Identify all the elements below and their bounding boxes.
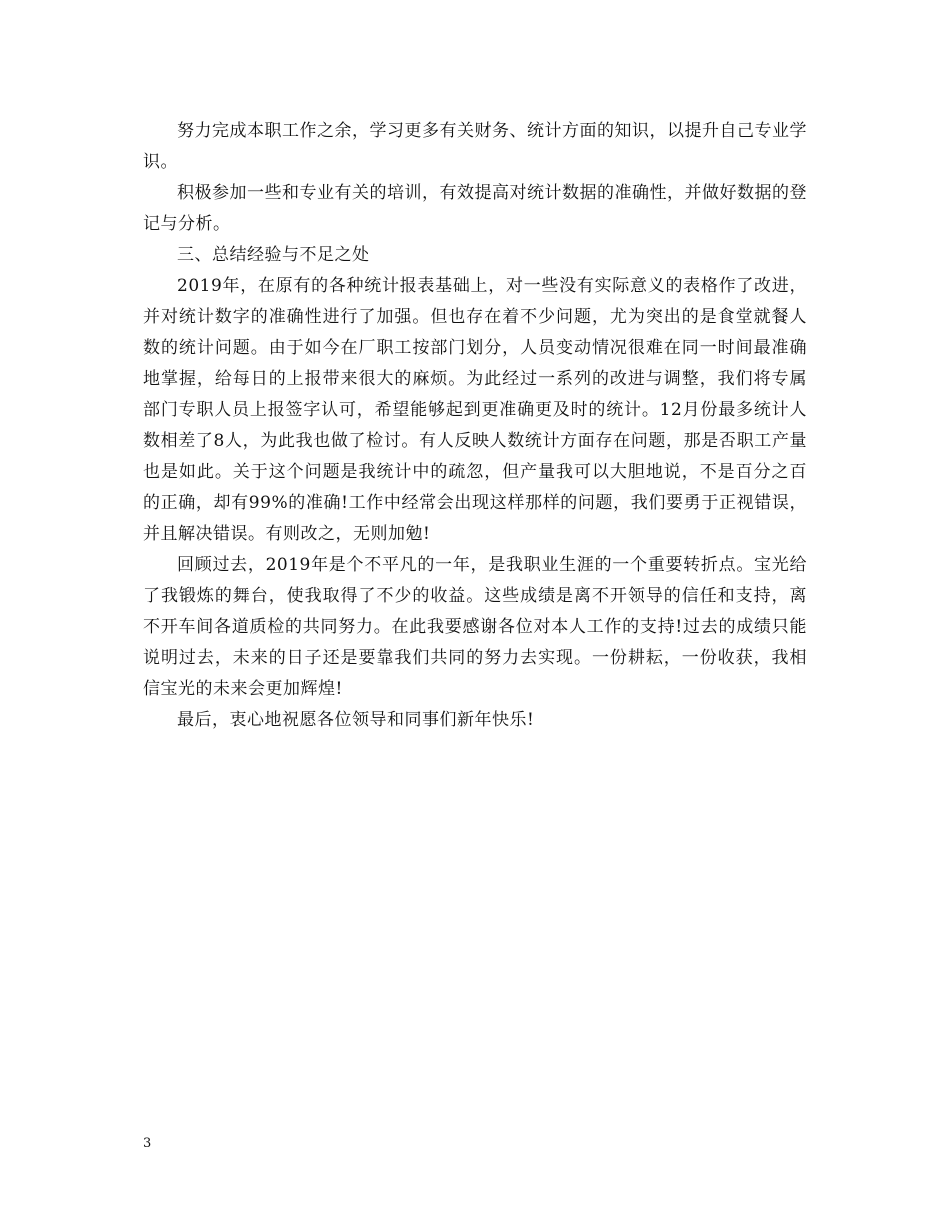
paragraph-study: 努力完成本职工作之余，学习更多有关财务、统计方面的知识，以提升自己专业学识。 — [143, 121, 807, 172]
paragraph-closing: 最后，衷心地祝愿各位领导和同事们新年快乐! — [177, 710, 535, 730]
section-heading: 三、总结经验与不足之处 — [177, 245, 370, 265]
paragraph-statistics-issues: 2019年，在原有的各种统计报表基础上，对一些没有实际意义的表格作了改进，并对统计数字的准确性进行了加强。但也存在着不少问题，尤为突出的是食堂就餐人数的统计问题。由于如今在厂职工按部门划分，人员变动情况很难在同一时间最准确地掌握，给每日的上报带来很大的麻烦。为此经过一系列的改进与调整，我们将专属部门专职人员上报签字认可，希望能够起到更准确更及时的统计。12月份最多统计人数相差了8人，为此我也做了检讨。有人反映人数统计方面存在问题，那是否职工产量也是如此。关于这个问题是我统计中的疏忽，但产量我可以大胆地说，不是百分之百的正确，却有99%的准确!工作中经常会出现这样那样的问题，我们要勇于正视错误，并且解决错误。有则改之，无则加勉! — [143, 276, 807, 544]
document-body — [143, 116, 807, 736]
paragraph-review: 回顾过去，2019年是个不平凡的一年，是我职业生涯的一个重要转折点。宝光给了我锻炼的舞台，使我取得了不少的收益。这些成绩是离不开领导的信任和支持，离不开车间各道质检的共同努力。在此我要感谢各位对本人工作的支持!过去的成绩只能说明过去，未来的日子还是要靠我们共同的努力去实现。一份耕耘，一份收获，我相信宝光的未来会更加辉煌! — [143, 555, 807, 699]
page-number: 3 — [143, 1136, 152, 1151]
paragraph-training: 积极参加一些和专业有关的培训，有效提高对统计数据的准确性，并做好数据的登记与分析。 — [143, 183, 807, 234]
